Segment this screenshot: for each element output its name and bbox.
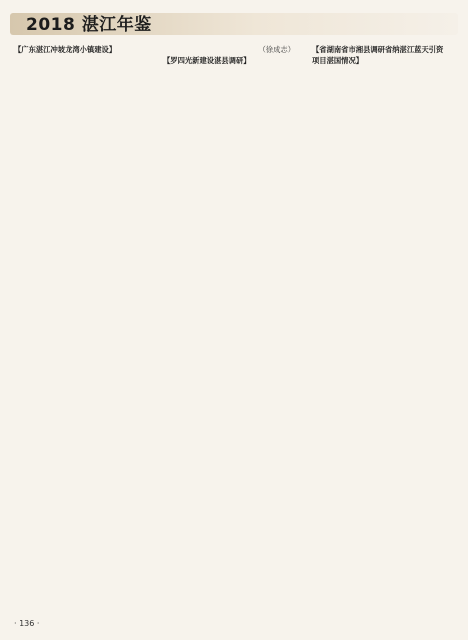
- section-heading: 【省湖南省市湘县调研省纳湛江蓝天引资项目湛国情况】: [312, 45, 444, 66]
- page-body: [14, 44, 454, 614]
- yearbook-title: 2018 湛江年鉴: [26, 15, 152, 35]
- page-number: · 136 ·: [14, 619, 40, 628]
- text-column-2: [163, 44, 301, 614]
- section-heading: 【罗四光新建设湛县调研】: [163, 56, 251, 66]
- section-heading: 【广东湛江冲坡龙湾小镇建设】: [14, 45, 117, 54]
- author-attribution: （徐成志）: [258, 45, 295, 54]
- text-column-3: [312, 44, 450, 614]
- page-header: [0, 12, 468, 38]
- text-column-1: [14, 44, 152, 614]
